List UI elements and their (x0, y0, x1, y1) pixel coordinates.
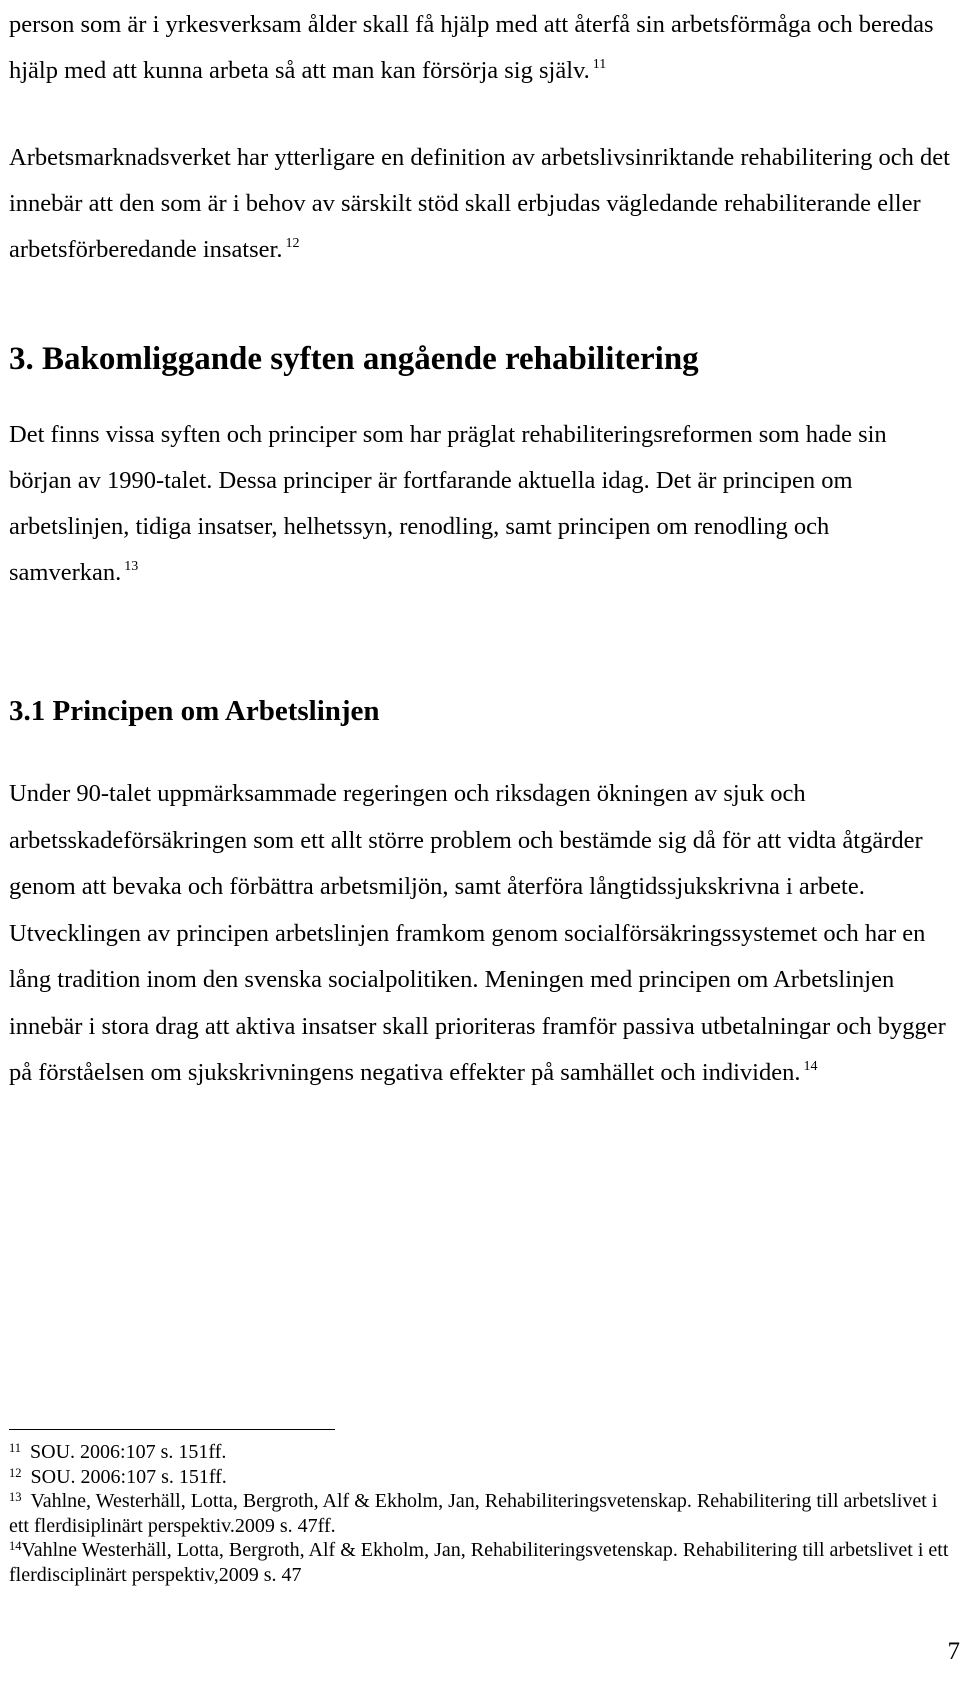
footnote-ref[interactable]: 12 (285, 236, 300, 251)
footnote-ref[interactable]: 14 (803, 1059, 818, 1074)
paragraph-text: Under 90-talet uppmärksammade regeringen och riksdagen ökningen av sjuk och arbetsskadeförsäkringen som ett allt större problem och bestämde sig då för att vidta åtgärder genom att bevaka och förbättra arbetsmiljön, samt återföra långtidssjukskrivna i arbete. Utvecklingen av principen arbetslinjen framkom genom socialförsäkringssystemet och har en lång tradition inom den svenska socialpolitiken. Meningen med principen om Arbetslinjen innebär i stora drag att aktiva insatser skall prioriteras framför passiva utbetalningar och bygger på förståelsen om sjukskrivningens negativa effekter på samhället och individen. (9, 780, 946, 1086)
page-number: 7 (947, 1638, 960, 1665)
footnote-text: SOU. 2006:107 s. 151ff. (30, 1465, 227, 1488)
footnote (9, 1489, 954, 1538)
body-paragraph (9, 2, 951, 94)
section-heading: 3. Bakomliggande syften angående rehabilitering (9, 341, 699, 377)
footnote-number: 11 (9, 1441, 22, 1455)
paragraph-text: Det finns vissa syften och principer som har präglat rehabiliteringsreformen som hade sin början av 1990-talet. Dessa principer är fortfarande aktuella idag. Det är principen om arbetslinjen, tidiga insatser, helhetssyn, renodling, samt principen om renodling och samverkan. (9, 421, 887, 586)
paragraph-text: person som är i yrkesverksam ålder skall få hjälp med att återfå sin arbetsförmåga och beredas hjälp med att kunna arbeta så att man kan försörja sig själv. (9, 11, 934, 84)
footnote-text: Vahlne, Westerhäll, Lotta, Bergroth, Alf & Ekholm, Jan, Rehabiliteringsvetenskap. Rehabilitering till arbetslivet i ett flerdisiplinärt perspektiv.2009 s. 47ff. (9, 1490, 938, 1537)
footnote-text: SOU. 2006:107 s. 151ff. (30, 1441, 227, 1463)
body-paragraph (9, 771, 951, 1097)
footnote-number: 12 (9, 1465, 22, 1480)
footnote-ref[interactable]: 11 (592, 57, 607, 72)
footnote-text: Vahlne Westerhäll, Lotta, Bergroth, Alf & Ekholm, Jan, Rehabiliteringsvetenskap. Rehabilitering till arbetslivet i ett flerdisciplinärt perspektiv,2009 s. 47 (9, 1539, 949, 1586)
footnote (9, 1538, 954, 1587)
subsection-heading: 3.1 Principen om Arbetslinjen (9, 695, 380, 727)
body-paragraph (9, 412, 951, 596)
footnote-ref[interactable]: 13 (124, 559, 139, 574)
footnote (9, 1465, 954, 1490)
footnote (9, 1440, 954, 1465)
body-paragraph (9, 135, 951, 273)
footnote-number: 13 (9, 1490, 22, 1504)
footnote-separator (9, 1429, 335, 1430)
footnote-number: 14 (9, 1539, 22, 1553)
paragraph-text: Arbetsmarknadsverket har ytterligare en definition av arbetslivsinriktande rehabilitering och det innebär att den som är i behov av särskilt stöd skall erbjudas vägledande rehabiliterande eller arbetsförberedande insatser. (9, 144, 950, 263)
footnotes (9, 1440, 954, 1587)
